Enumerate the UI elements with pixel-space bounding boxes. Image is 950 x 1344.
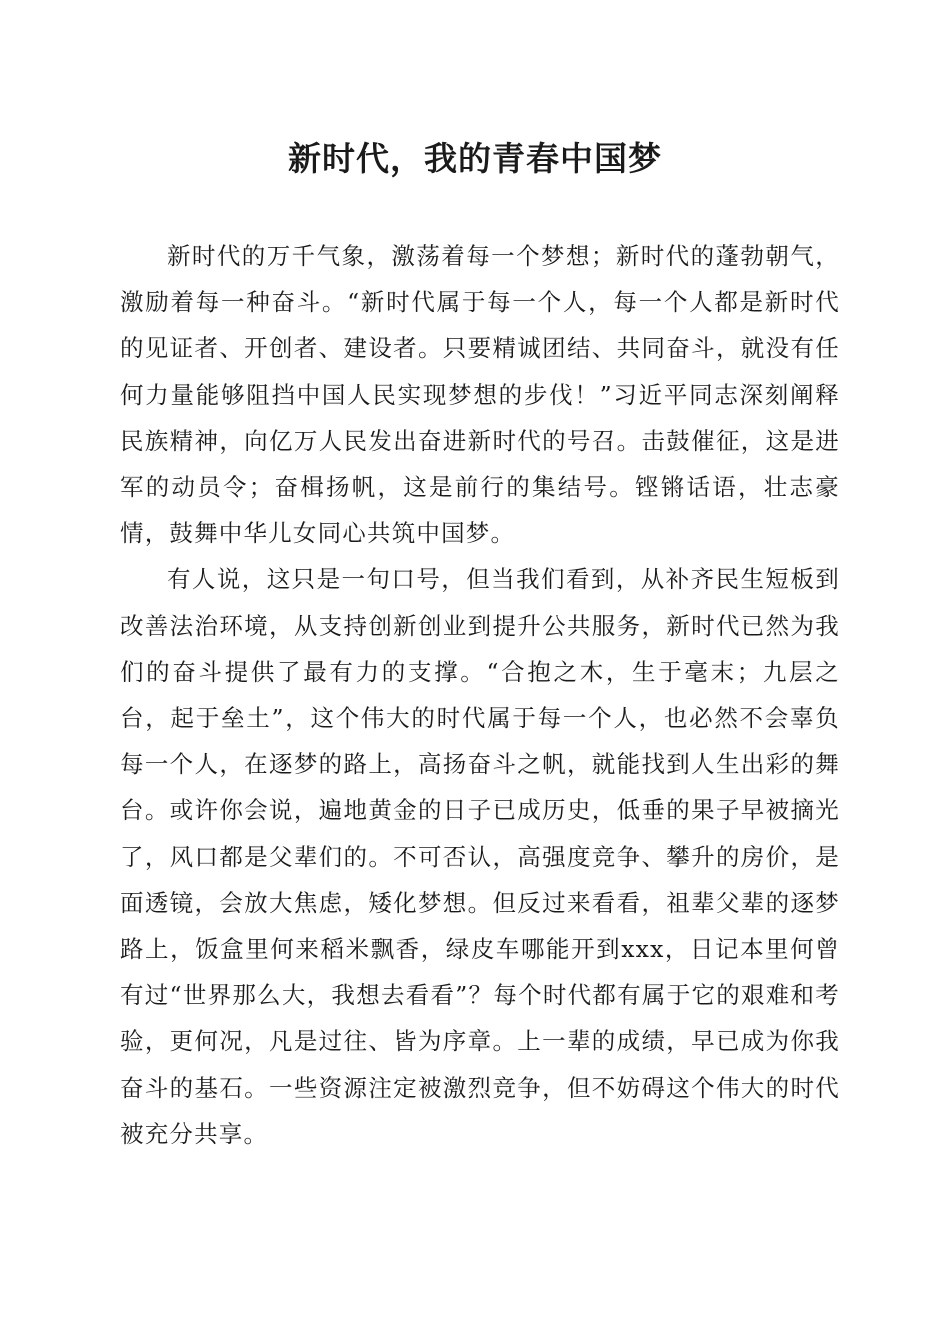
paragraph: 新时代的万千气象，激荡着每一个梦想；新时代的蓬勃朝气，激励着每一种奋斗。“新时代属于每一个人，每一个人都是新时代的见证者、开创者、建设者。只要精诚团结、共同奋斗，就没有任何力量能够阻挡中国人民实现梦想的步伐！”习近平同志深刻阐释民族精神，向亿万人民发出奋进新时代的号召。击鼓催征，这是进军的动员令；奋楫扬帆，这是前行的集结号。铿锵话语，壮志豪情，鼓舞中华儿女同心共筑中国梦。 (120, 242, 840, 548)
paragraph: 有人说，这只是一句口号，但当我们看到，从补齐民生短板到改善法治环境，从支持创新创业到提升公共服务，新时代已然为我们的奋斗提供了最有力的支撑。“合抱之木，生于毫末；九层之台，起于垒土”，这个伟大的时代属于每一个人，也必然不会辜负每一个人，在逐梦的路上，高扬奋斗之帆，就能找到人生出彩的舞台。或许你会说，遍地黄金的日子已成历史，低垂的果子早被摘光了，风口都是父辈们的。不可否认，高强度竞争、攀升的房价，是面透镜，会放大焦虑，矮化梦想。但反过来看看，祖辈父辈的逐梦路上，饭盒里何来稻米飘香，绿皮车哪能开到xxx，日记本里何曾有过“世界那么大，我想去看看”？每个时代都有属于它的艰难和考验，更何况，凡是过往、皆为序章。上一辈的成绩，早已成为你我奋斗的基石。一些资源注定被激烈竞争，但不妨碍这个伟大的时代被充分共享。 (120, 565, 840, 1148)
document-title: 新时代，我的青春中国梦 (288, 139, 662, 178)
document-body (120, 233, 840, 1157)
